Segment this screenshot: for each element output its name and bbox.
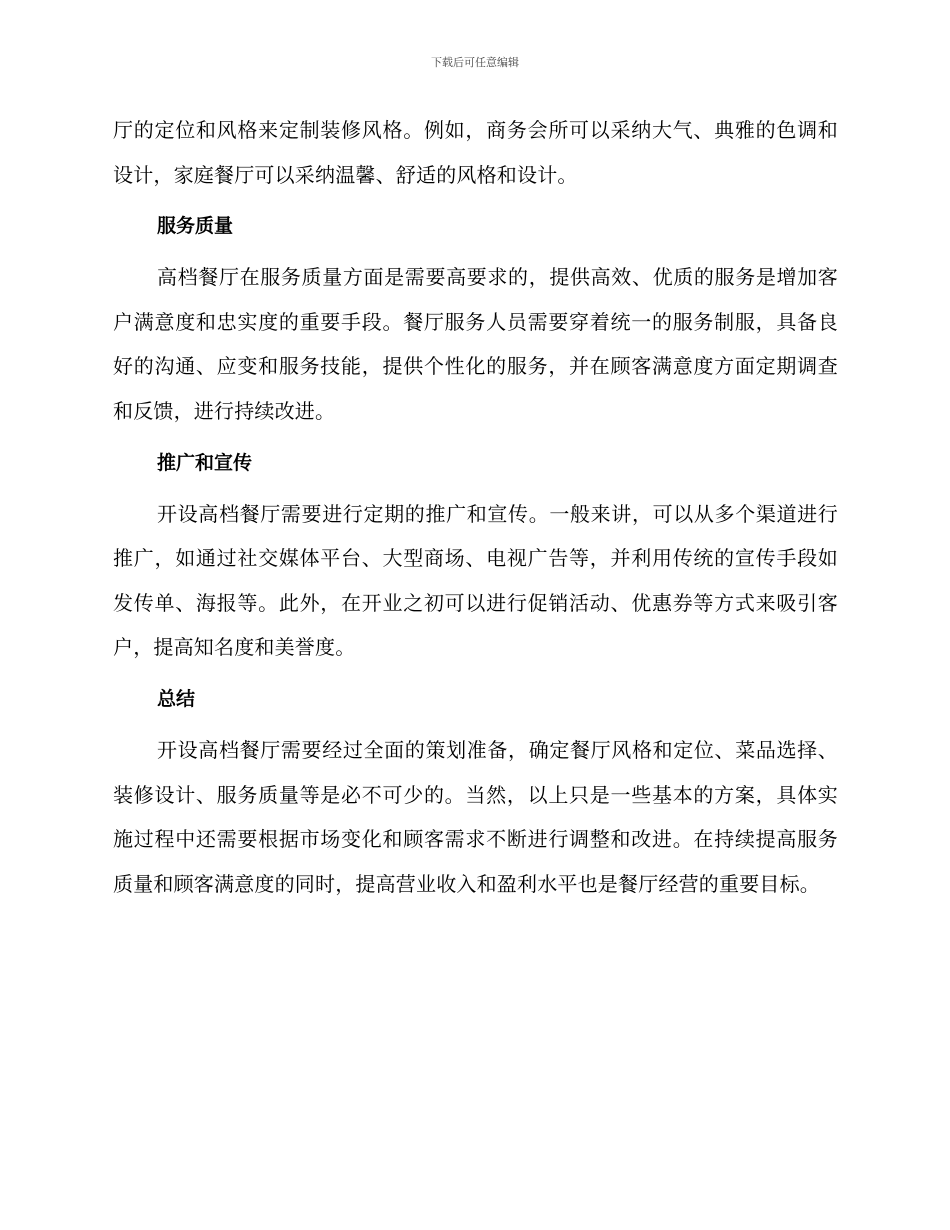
heading-summary: 总结: [157, 687, 196, 710]
heading-promotion: 推广和宣传: [157, 451, 253, 474]
paragraph-summary: 开设高档餐厅需要经过全面的策划准备，确定餐厅风格和定位、菜品选择、装修设计、服务质量等是必不可少的。当然，以上只是一些基本的方案，具体实施过程中还需要根据市场变化和顾客需求不断进行调整和改进。在持续提高服务质量和顾客满意度的同时，提高营业收入和盈利水平也是餐厅经营的重要目标。: [113, 737, 838, 896]
paragraph-promotion: 开设高档餐厅需要进行定期的推广和宣传。一般来讲，可以从多个渠道进行推广，如通过社交媒体平台、大型商场、电视广告等，并利用传统的宣传手段如发传单、海报等。此外，在开业之初可以进行促销活动、优惠券等方式来吸引客户，提高知名度和美誉度。: [113, 501, 838, 660]
heading-service-quality: 服务质量: [157, 215, 234, 238]
paragraph-decoration-style: 厅的定位和风格来定制装修风格。例如，商务会所可以采纳大气、典雅的色调和设计，家庭餐厅可以采纳温馨、舒适的风格和设计。: [113, 118, 838, 187]
paragraph-service-quality: 高档餐厅在服务质量方面是需要高要求的，提供高效、优质的服务是增加客户满意度和忠实度的重要手段。餐厅服务人员需要穿着统一的服务制服，具备良好的沟通、应变和服务技能，提供个性化的服务，并在顾客满意度方面定期调查和反馈，进行持续改进。: [113, 265, 838, 423]
header-note: 下载后可任意编辑: [431, 56, 519, 69]
document-body: [113, 108, 838, 906]
